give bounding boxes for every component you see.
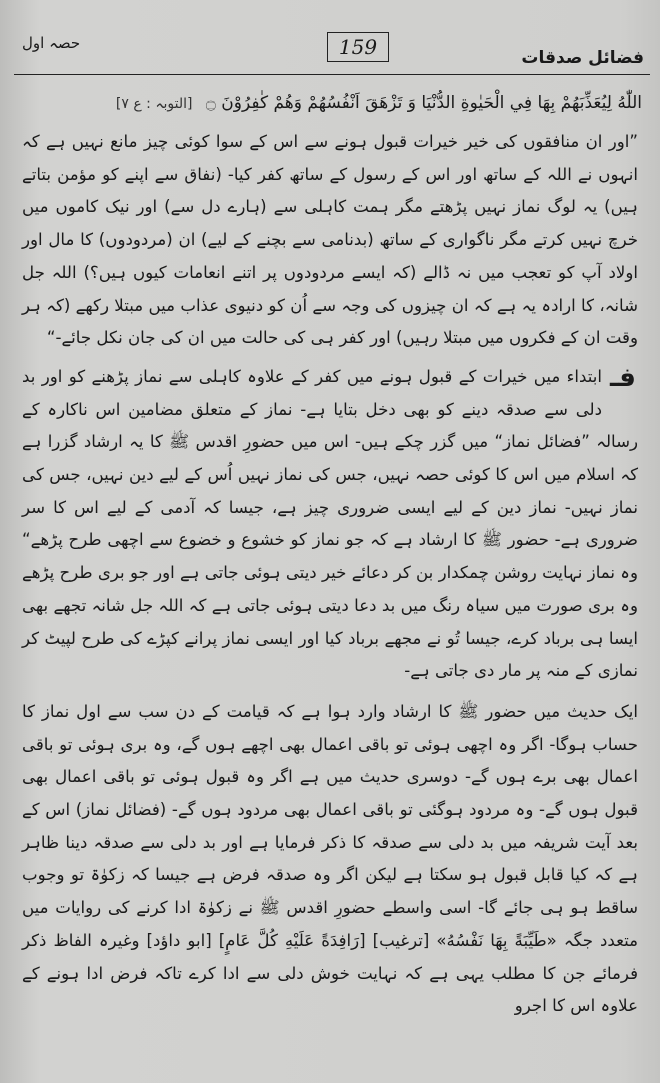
header-divider	[14, 74, 650, 75]
commentary-paragraph	[22, 361, 638, 688]
page-header	[14, 26, 650, 78]
verse-text: اللّٰهُ لِيُعَذِّبَهُمْ بِهَا فِي الْحَيٰوةِ الدُّنْيَا وَ تَزْهَقَ اَنْفُسُهُمْ وَهُمْ كٰفِرُوْنَ ۝	[205, 93, 642, 113]
verse-translation: ”اور ان منافقوں کی خیر خیرات قبول ہونے سے اس کے سوا کوئی چیز مانع نہیں ہے کہ انہوں نے اللہ کے ساتھ اور اس کے رسول کے ساتھ کفر کیا- (نفاق سے اپنے کو مؤمن بتاتے ہیں) یہ لوگ نماز نہیں پڑھتے مگر ہمت کاہلی سے (ہارے دل سے) اور نیک کاموں میں خرچ نہیں کرتے مگر ناگواری کے ساتھ (بدنامی سے بچنے کے لیے) ان (مردودوں) کا مال اور اولاد آپ کو تعجب میں نہ ڈالے (کہ ایسے مردودوں پر اتنے انعامات کیوں ہیں؟) اللہ جل شانہ، کا ارادہ یہ ہے کہ ان چیزوں کی وجہ سے اُن کو دنیوی عذاب میں مبتلا رکھے (کہ ہر وقت ان کے فکروں میں مبتلا رہیں) اور کفر ہی کی حالت میں ان کی جان نکل جائے-“	[22, 132, 638, 348]
main-text	[22, 126, 638, 1023]
hadith-paragraph: ایک حدیث میں حضور ﷺ کا ارشاد وارد ہوا ہے کہ قیامت کے دن سب سے اول نماز کا حساب ہوگا- اگر وہ اچھی ہوئی تو باقی اعمال بھی اچھے ہوں گے، وہ بری ہوئی تو باقی اعمال بھی برے ہوں گے- دوسری حدیث میں ہے اگر وہ قبول ہوئی تو باقی اعمال بھی قبول ہوں گے- وہ مردود ہوگئی تو باقی اعمال بھی مردود ہوں گے- (فضائل نماز) اس کے بعد آیت شریفہ میں بد دلی سے صدقہ کا ذکر فرمایا ہے اور بد دلی سے صدقہ دینا ظاہر ہے کہ کیا قابل قبول ہو سکتا ہے لیکن اگر وہ صدقہ فرض ہے جیسا کہ زکوٰۃ تو وجوب ساقط ہو ہی جائے گا- اسی واسطے حضورِ اقدس ﷺ نے زکوٰۃ ادا کرنے کی روایات میں متعدد جگہ «طَيِّبَةً بِهَا نَفْسُهُ» [ترغیب] [رَافِدَةً عَلَيْهِ كُلَّ عَامٍ] [ابو داؤد] وغیرہ الفاظ ذکر فرمائے جن کا مطلب یہی ہے کہ نہایت خوش دلی سے ادا کرے تاکہ فرض ادا ہونے کے علاوہ اس کا اجرو	[22, 701, 638, 1016]
book-title: فضائل صدقات	[521, 48, 644, 68]
verse-reference: [التوبہ : ع ۷]	[115, 96, 193, 112]
quran-verse-line	[22, 86, 642, 121]
part-label: حصہ اول	[22, 34, 81, 52]
commentary-text: ابتداء میں خیرات کے قبول ہونے میں کفر کے علاوہ کاہلی سے نماز پڑھنے کو اور بد دلی سے صدقہ دینے کو بھی دخل بتایا ہے- نماز کے متعلق مضامین اس ناکارہ کے رسالہ ”فضائل نماز“ میں گزر چکے ہیں- اس میں حضورِ اقدس ﷺ کا یہ ارشاد گزرا ہے کہ اسلام میں اس کا کوئی حصہ نہیں، جس کی نماز نہیں اُس کے لیے دین نہیں، جس کی نماز نہیں- نماز دین کے لیے ایسی ضروری چیز ہے، جیسا کہ آدمی کے لیے اس کا سر ضروری ہے- حضور ﷺ کا ارشاد ہے کہ جو نماز کو خشوع و خضوع سے اچھی طرح پڑھے“ وہ نماز نہایت روشن چمکدار بن کر دعائے خیر دیتی ہوئی جاتی ہے اور جو بری طرح پڑھے وہ بری صورت میں سیاہ رنگ میں بد دعا دیتی ہوئی جاتی ہے کہ اللہ جل شانہ تجھے بھی ایسا ہی برباد کرے، جیسا تُو نے مجھے برباد کیا اور ایسی نماز پرانے کپڑے کی طرح لپیٹ کر نمازی کے منہ پر مار دی جاتی ہے-	[22, 366, 638, 681]
page-number: 159	[327, 32, 389, 62]
section-marker: فـ	[610, 362, 636, 393]
